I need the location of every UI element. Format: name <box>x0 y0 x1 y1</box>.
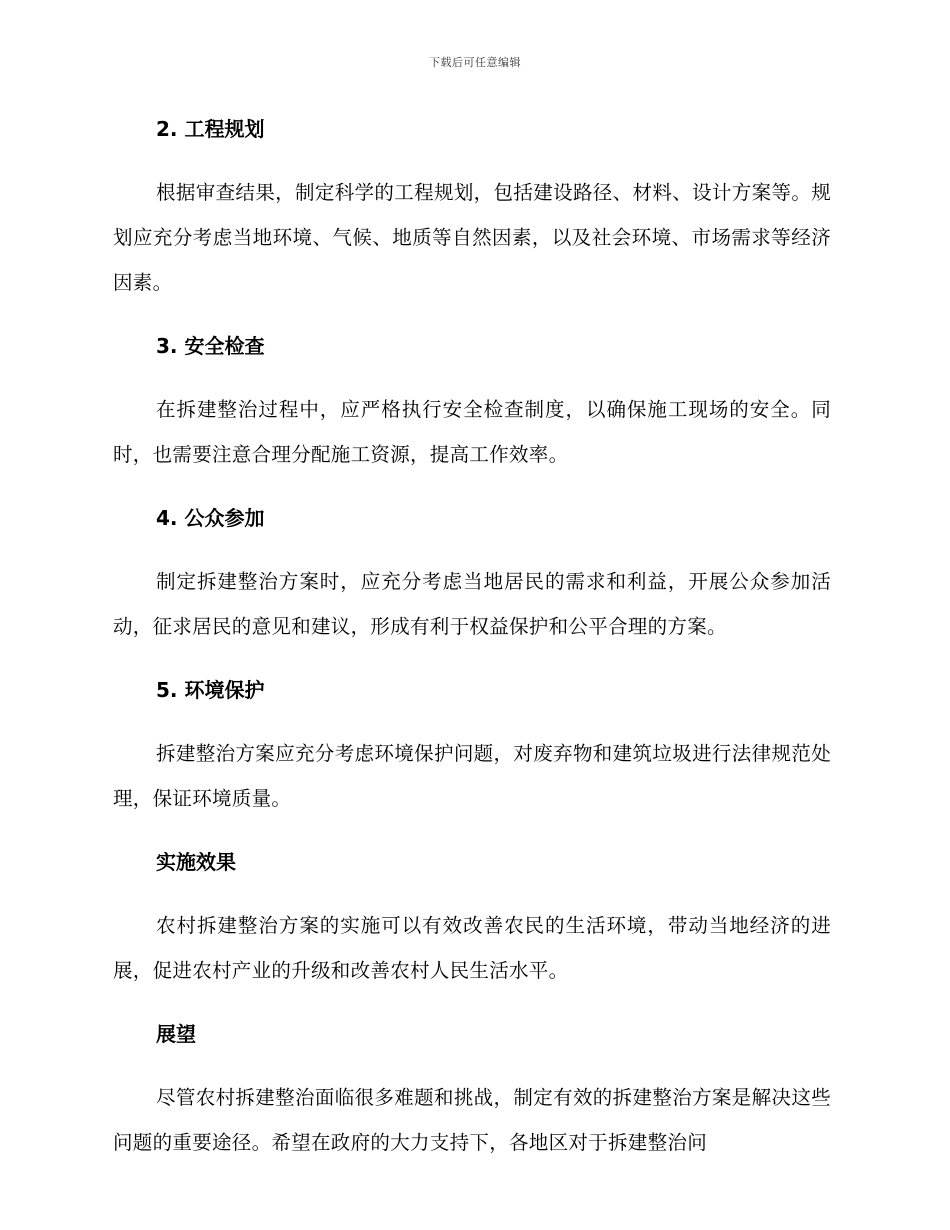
section-heading-public-participation: 4. 公众参加 <box>156 506 265 530</box>
section-body-implementation-effect: 农村拆建整治方案的实施可以有效改善农民的生活环境，带动当地经济的进展，促进农村产业的升级和改善农村人民生活水平。 <box>113 914 831 982</box>
section-body-environment-protection: 拆建整治方案应充分考虑环境保护问题，对废弃物和建筑垃圾进行法律规范处理，保证环境质量。 <box>113 742 831 810</box>
document-body <box>113 112 831 1189</box>
section-heading-implementation-effect: 实施效果 <box>156 850 236 874</box>
section-heading-engineering-plan: 2. 工程规划 <box>156 117 265 141</box>
section-body-public-participation: 制定拆建整治方案时，应充分考虑当地居民的需求和利益，开展公众参加活动，征求居民的意见和建议，形成有利于权益保护和公平合理的方案。 <box>113 570 831 638</box>
header-note: 下载后可任意编辑 <box>429 56 521 69</box>
section-heading-environment-protection: 5. 环境保护 <box>156 678 265 702</box>
section-body-engineering-plan: 根据审查结果，制定科学的工程规划，包括建设路径、材料、设计方案等。规划应充分考虑当地环境、气候、地质等自然因素，以及社会环境、市场需求等经济因素。 <box>113 181 831 294</box>
section-body-outlook: 尽管农村拆建整治面临很多难题和挑战，制定有效的拆建整治方案是解决这些问题的重要途径。希望在政府的大力支持下，各地区对于拆建整治问 <box>113 1086 831 1154</box>
section-heading-outlook: 展望 <box>156 1022 196 1046</box>
section-body-safety-check: 在拆建整治过程中，应严格执行安全检查制度，以确保施工现场的安全。同时，也需要注意合理分配施工资源，提高工作效率。 <box>113 398 831 466</box>
section-heading-safety-check: 3. 安全检查 <box>156 334 265 358</box>
